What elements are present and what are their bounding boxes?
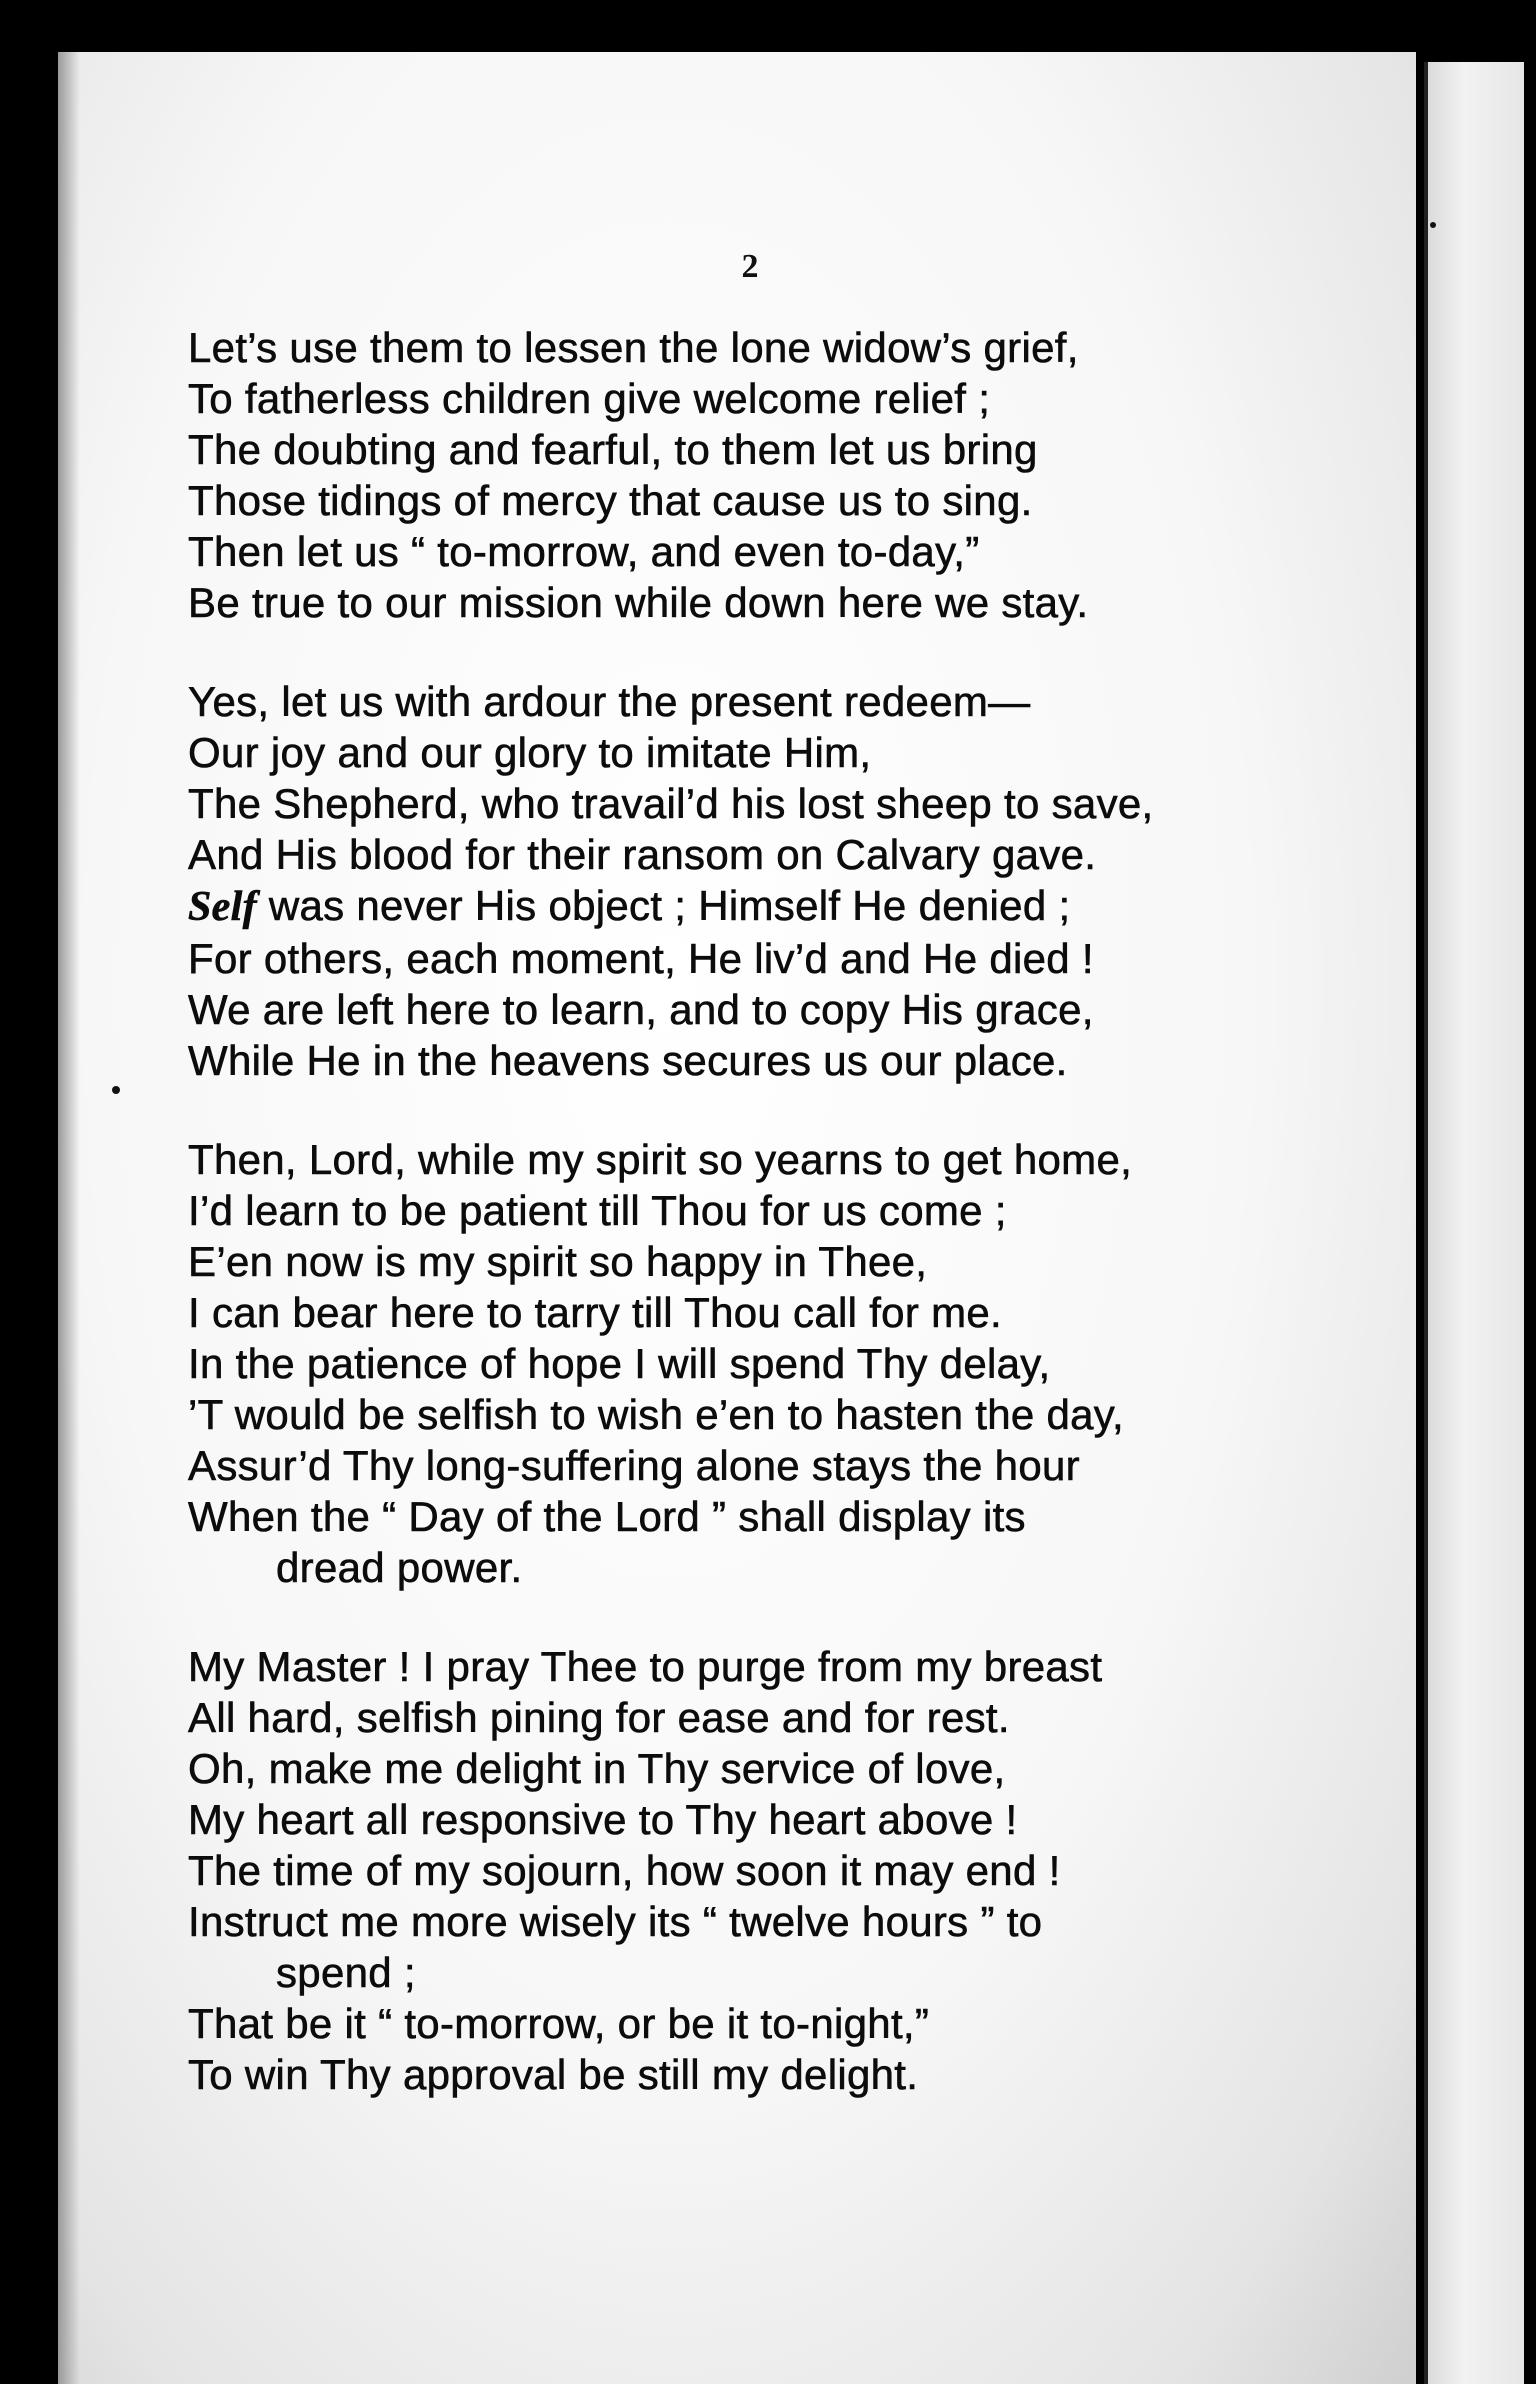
poem-line: The doubting and fearful, to them let us bring xyxy=(188,426,1038,473)
poem-line: We are left here to learn, and to copy His grace, xyxy=(188,986,1094,1033)
poem-line xyxy=(188,880,1308,933)
poem-line: Our joy and our glory to imitate Him, xyxy=(188,729,872,776)
poem-line: E’en now is my spirit so happy in Thee, xyxy=(188,1238,928,1285)
poem-line: And His blood for their ransom on Calvary gave. xyxy=(188,831,1097,878)
poem-line: Instruct me more wisely its “ twelve hours ” to xyxy=(188,1898,1043,1945)
facing-page-edge xyxy=(1424,62,1524,2384)
poem-line: That be it “ to-morrow, or be it to-night,” xyxy=(188,2000,930,2047)
poem-line: While He in the heavens secures us our place. xyxy=(188,1037,1068,1084)
italic-word: Self xyxy=(188,884,257,930)
poem-line: To fatherless children give welcome relief ; xyxy=(188,375,991,422)
poem-line: Let’s use them to lessen the lone widow’s grief, xyxy=(188,324,1079,371)
stanza xyxy=(188,1134,1308,1593)
poem-line: Those tidings of mercy that cause us to sing. xyxy=(188,477,1033,524)
stanza xyxy=(188,322,1308,628)
poem-line: Be true to our mission while down here we stay. xyxy=(188,579,1089,626)
poem-line: My heart all responsive to Thy heart above ! xyxy=(188,1796,1018,1843)
poem-line: The Shepherd, who travail’d his lost sheep to save, xyxy=(188,780,1154,827)
page-gutter-line xyxy=(1424,62,1428,2384)
poem-body xyxy=(188,322,1308,2148)
poem-line: Then, Lord, while my spirit so yearns to get home, xyxy=(188,1136,1133,1183)
poem-line: All hard, selfish pining for ease and for rest. xyxy=(188,1694,1010,1741)
poem-line-continuation: dread power. xyxy=(276,1544,523,1591)
poem-line: I’d learn to be patient till Thou for us come ; xyxy=(188,1187,1007,1234)
poem-line: Yes, let us with ardour the present redeem— xyxy=(188,678,1031,725)
poem-line-continuation: spend ; xyxy=(276,1949,416,1996)
poem-line: Then let us “ to-morrow, and even to-day,” xyxy=(188,528,980,575)
poem-line: Oh, make me delight in Thy service of love, xyxy=(188,1745,1006,1792)
stanza xyxy=(188,676,1308,1086)
print-speck xyxy=(112,1086,120,1094)
poem-line: The time of my sojourn, how soon it may end ! xyxy=(188,1847,1061,1894)
poem-line: I can bear here to tarry till Thou call for me. xyxy=(188,1289,1003,1336)
poem-line: To win Thy approval be still my delight. xyxy=(188,2051,919,2098)
poem-line: When the “ Day of the Lord ” shall display its xyxy=(188,1493,1026,1540)
stanza xyxy=(188,1641,1308,2100)
page-number: 2 xyxy=(741,248,759,285)
poem-line: ’T would be selfish to wish e’en to hasten the day, xyxy=(188,1391,1124,1438)
poem-line: For others, each moment, He liv’d and He died ! xyxy=(188,935,1094,982)
poem-line: My Master ! I pray Thee to purge from my breast xyxy=(188,1643,1103,1690)
poem-line-text: was never His object ; Himself He denied ; xyxy=(256,882,1071,929)
print-speck xyxy=(1430,222,1436,228)
poem-line: In the patience of hope I will spend Thy delay, xyxy=(188,1340,1051,1387)
poem-line: Assur’d Thy long-suffering alone stays the hour xyxy=(188,1442,1080,1489)
